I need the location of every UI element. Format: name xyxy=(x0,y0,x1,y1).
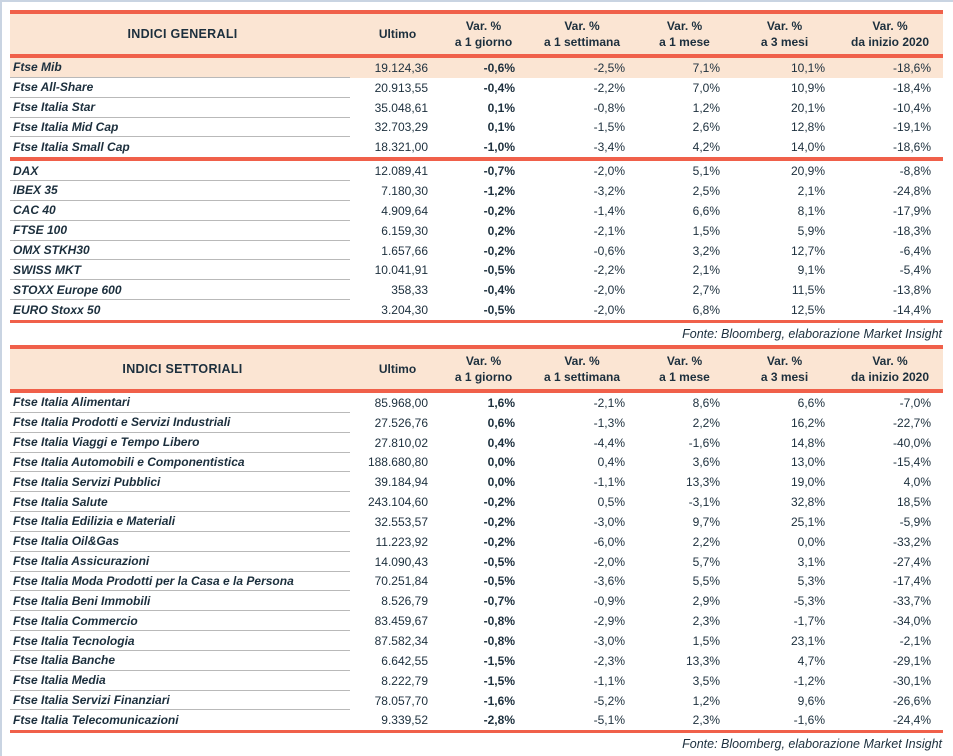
table-row xyxy=(10,611,943,631)
var-ytd-cell: -29,1% xyxy=(892,653,931,668)
var-3m-cell: 5,3% xyxy=(797,574,825,589)
index-name-cell: Ftse Italia Moda Prodotti per la Casa e la Persona xyxy=(10,572,350,592)
var-1w-cell: -3,2% xyxy=(593,183,625,198)
var-1d-cell: -0,7% xyxy=(483,164,515,179)
index-name-cell: Ftse Mib xyxy=(10,58,350,78)
var-1w-cell: -1,3% xyxy=(593,415,625,430)
var-1m-cell: 4,2% xyxy=(692,140,720,155)
var-ytd-cell: -17,9% xyxy=(892,203,931,218)
table-title: INDICI SETTORIALI xyxy=(122,361,243,376)
var-1w-cell: -3,0% xyxy=(593,634,625,649)
var-3m-cell: 9,1% xyxy=(797,263,825,278)
index-name-cell: Ftse Italia Oil&Gas xyxy=(10,532,350,552)
var-column-header xyxy=(440,18,527,50)
var-3m-cell: 23,1% xyxy=(790,634,825,649)
source-note: Fonte: Bloomberg, elaborazione Market Insight xyxy=(682,326,942,341)
var-1d-cell: -0,2% xyxy=(483,534,515,549)
ultimo-value-cell: 10.041,91 xyxy=(374,263,428,278)
var-1d-cell: -0,5% xyxy=(483,554,515,569)
var-1m-cell: 6,8% xyxy=(692,303,720,318)
index-name-cell: Ftse Italia Automobili e Componentistica xyxy=(10,453,350,473)
table-row xyxy=(10,78,943,98)
table-row xyxy=(10,181,943,201)
var-header-line1: Var. % xyxy=(872,353,908,368)
var-3m-cell: 16,2% xyxy=(790,415,825,430)
table-row xyxy=(10,492,943,512)
var-1w-cell: 0,5% xyxy=(597,495,625,510)
var-header-line1: Var. % xyxy=(666,19,703,33)
index-name-cell: Ftse Italia Small Cap xyxy=(13,140,130,155)
ultimo-value-cell: 83.459,67 xyxy=(374,614,428,629)
var-header-line2: a 1 giorno xyxy=(454,369,513,384)
ultimo-value-cell: 19.124,36 xyxy=(374,60,428,75)
var-column-header xyxy=(440,353,527,385)
var-1m-cell: 2,9% xyxy=(692,594,720,609)
index-name-cell: Ftse Italia Servizi Pubblici xyxy=(10,472,350,492)
var-ytd-cell: -19,1% xyxy=(892,120,931,135)
var-ytd-cell: -17,4% xyxy=(892,574,931,589)
var-1m-cell: 13,3% xyxy=(685,653,720,668)
var-1w-cell: -2,2% xyxy=(593,80,625,95)
var-3m-cell: 12,8% xyxy=(790,120,825,135)
var-1d-cell: -1,5% xyxy=(483,673,515,688)
index-name-cell: DAX xyxy=(10,161,350,181)
ultimo-value-cell: 8.222,79 xyxy=(381,673,428,688)
var-1m-cell: -3,1% xyxy=(688,495,720,510)
var-1d-cell: -1,6% xyxy=(483,693,515,708)
index-name-cell: Ftse Italia Prodotti e Servizi Industriali xyxy=(10,413,350,433)
var-ytd-cell: -30,1% xyxy=(892,673,931,688)
var-1d-cell: 0,1% xyxy=(487,120,515,135)
var-ytd-cell: -15,4% xyxy=(892,455,931,470)
var-1d-cell: 1,6% xyxy=(487,395,515,410)
table-row xyxy=(10,532,943,552)
var-ytd-cell: -27,4% xyxy=(892,554,931,569)
column-header-row xyxy=(10,14,943,54)
var-1w-cell: -2,5% xyxy=(593,60,625,75)
index-name-cell: Ftse Italia Banche xyxy=(10,651,350,671)
var-1w-cell: -2,0% xyxy=(593,283,625,298)
var-ytd-cell: -13,8% xyxy=(892,283,931,298)
var-3m-cell: 19,0% xyxy=(790,475,825,490)
var-1m-cell: 1,5% xyxy=(692,223,720,238)
table-row xyxy=(10,671,943,691)
var-3m-cell: 12,7% xyxy=(790,243,825,258)
var-header-line1: Var. % xyxy=(564,353,600,368)
var-1m-cell: 13,3% xyxy=(685,475,720,490)
var-1d-cell: 0,0% xyxy=(487,475,515,490)
table-row xyxy=(10,433,943,453)
var-1m-cell: 7,1% xyxy=(692,60,720,75)
ultimo-value-cell: 27.810,02 xyxy=(374,435,428,450)
var-1w-cell: -2,9% xyxy=(593,614,625,629)
index-name-cell: Ftse Italia Mid Cap xyxy=(10,118,350,138)
var-1d-cell: -0,6% xyxy=(483,60,515,75)
var-ytd-cell: -18,4% xyxy=(892,80,931,95)
var-ytd-cell: -34,0% xyxy=(892,614,931,629)
var-1d-cell: -0,4% xyxy=(483,283,515,298)
var-3m-cell: 8,1% xyxy=(797,203,825,218)
var-1m-cell: 5,7% xyxy=(692,554,720,569)
table-row xyxy=(10,472,943,492)
var-1w-cell: -5,1% xyxy=(593,713,625,728)
table-row xyxy=(10,300,943,320)
var-1d-cell: -0,5% xyxy=(483,263,515,278)
var-1w-cell: -1,5% xyxy=(593,120,625,135)
var-1m-cell: 9,7% xyxy=(692,514,720,529)
var-header-line1: Var. % xyxy=(766,353,803,368)
table-row xyxy=(10,221,943,241)
index-name-cell: SWISS MKT xyxy=(10,260,350,280)
var-ytd-cell: -18,3% xyxy=(892,223,931,238)
ultimo-value-cell: 12.089,41 xyxy=(374,164,428,179)
var-1d-cell: -0,2% xyxy=(483,203,515,218)
var-1w-cell: -3,0% xyxy=(593,514,625,529)
index-name-cell: Ftse Italia Viaggi e Tempo Libero xyxy=(10,433,350,453)
var-header-line2: da inizio 2020 xyxy=(850,35,930,49)
var-header-line1: Var. % xyxy=(564,19,600,33)
ultimo-value-cell: 87.582,34 xyxy=(374,634,428,649)
var-3m-cell: 0,0% xyxy=(797,534,825,549)
var-ytd-cell: -26,6% xyxy=(892,693,931,708)
var-1w-cell: -2,0% xyxy=(593,164,625,179)
var-header-line2: a 1 mese xyxy=(659,35,710,49)
var-1m-cell: 2,2% xyxy=(692,415,720,430)
ultimo-value-cell: 243.104,60 xyxy=(367,495,428,510)
var-column-header xyxy=(837,353,943,385)
var-1m-cell: 1,2% xyxy=(692,100,720,115)
index-name-cell: Ftse Italia Media xyxy=(10,671,350,691)
var-3m-cell: 6,6% xyxy=(797,395,825,410)
var-1d-cell: -2,8% xyxy=(483,713,515,728)
index-name-cell: EURO Stoxx 50 xyxy=(13,303,101,318)
table-row xyxy=(10,572,943,592)
var-3m-cell: -1,7% xyxy=(793,614,825,629)
var-1w-cell: -2,3% xyxy=(593,653,625,668)
var-3m-cell: 14,0% xyxy=(790,140,825,155)
index-name-cell: CAC 40 xyxy=(10,201,350,221)
table-row xyxy=(10,137,943,157)
var-3m-cell: 10,9% xyxy=(790,80,825,95)
index-name-cell: Ftse Italia Salute xyxy=(10,492,350,512)
var-3m-cell: 32,8% xyxy=(790,495,825,510)
var-ytd-cell: 4,0% xyxy=(903,475,931,490)
var-1m-cell: 2,3% xyxy=(692,713,720,728)
ultimo-value-cell: 4.909,64 xyxy=(381,203,428,218)
var-1d-cell: -0,8% xyxy=(483,614,515,629)
var-1w-cell: -2,0% xyxy=(593,303,625,318)
index-name-cell: Ftse Italia Edilizia e Materiali xyxy=(10,512,350,532)
var-3m-cell: 2,1% xyxy=(797,183,825,198)
var-ytd-cell: -2,1% xyxy=(899,634,931,649)
var-3m-cell: 20,9% xyxy=(790,164,825,179)
var-1m-cell: 1,2% xyxy=(692,693,720,708)
index-name-cell: Ftse Italia Assicurazioni xyxy=(10,552,350,572)
var-1w-cell: -4,4% xyxy=(593,435,625,450)
var-column-header xyxy=(637,353,732,385)
var-1w-cell: -6,0% xyxy=(593,534,625,549)
var-1d-cell: 0,0% xyxy=(487,455,515,470)
indici-settoriali-table xyxy=(10,345,943,733)
var-1m-cell: 3,5% xyxy=(692,673,720,688)
index-name-cell: Ftse All-Share xyxy=(10,78,350,98)
table-row xyxy=(10,161,943,181)
var-1d-cell: -0,5% xyxy=(483,303,515,318)
ultimo-value-cell: 14.090,43 xyxy=(374,554,428,569)
var-ytd-cell: -14,4% xyxy=(892,303,931,318)
table-row xyxy=(10,651,943,671)
index-column-header xyxy=(10,361,355,377)
var-1w-cell: -2,1% xyxy=(593,395,625,410)
ultimo-value-cell: 6.159,30 xyxy=(381,223,428,238)
table-row xyxy=(10,241,943,261)
ultimo-value-cell: 9.339,52 xyxy=(381,713,428,728)
var-ytd-cell: -33,7% xyxy=(892,594,931,609)
var-1w-cell: -2,0% xyxy=(593,554,625,569)
var-1m-cell: 3,2% xyxy=(692,243,720,258)
table-row xyxy=(10,413,943,433)
index-name-cell: Ftse Italia Alimentari xyxy=(10,393,350,413)
index-column-header xyxy=(10,26,355,42)
ultimo-value-cell: 188.680,80 xyxy=(367,455,428,470)
var-header-line2: a 1 settimana xyxy=(543,35,621,49)
indici-generali-table xyxy=(10,10,943,323)
var-header-line2: a 1 settimana xyxy=(543,369,621,384)
ultimo-value-cell: 1.657,66 xyxy=(381,243,428,258)
var-1w-cell: -5,2% xyxy=(593,693,625,708)
var-3m-cell: 11,5% xyxy=(791,283,825,298)
ultimo-value-cell: 18.321,00 xyxy=(374,140,428,155)
ultimo-value-cell: 11.223,92 xyxy=(375,534,428,549)
var-1w-cell: -1,1% xyxy=(593,673,625,688)
var-ytd-cell: -8,8% xyxy=(899,164,931,179)
ultimo-value-cell: 78.057,70 xyxy=(374,693,428,708)
var-ytd-cell: -6,4% xyxy=(899,243,931,258)
var-header-line1: Var. % xyxy=(465,353,502,368)
var-ytd-cell: 18,5% xyxy=(896,495,931,510)
table-row xyxy=(10,260,943,280)
ultimo-value-cell: 6.642,55 xyxy=(381,653,428,668)
var-1d-cell: -0,8% xyxy=(483,634,515,649)
index-name-cell: Ftse Italia Servizi Finanziari xyxy=(10,691,350,711)
var-1m-cell: 5,1% xyxy=(692,164,720,179)
var-ytd-cell: -33,2% xyxy=(892,534,931,549)
ultimo-value-cell: 358,33 xyxy=(391,283,428,298)
var-header-line1: Var. % xyxy=(666,353,703,368)
var-1d-cell: -1,0% xyxy=(483,140,515,155)
index-name-cell: Ftse Italia Telecomunicazioni xyxy=(13,713,179,728)
table-row xyxy=(10,201,943,221)
var-1m-cell: 8,6% xyxy=(692,395,720,410)
var-3m-cell: -5,3% xyxy=(793,594,825,609)
var-ytd-cell: -18,6% xyxy=(892,60,931,75)
table-row xyxy=(10,691,943,711)
ultimo-value-cell: 39.184,94 xyxy=(374,475,428,490)
var-3m-cell: 10,1% xyxy=(790,60,825,75)
var-1d-cell: -1,2% xyxy=(483,183,515,198)
var-3m-cell: 3,1% xyxy=(797,554,825,569)
var-1w-cell: -3,4% xyxy=(593,140,625,155)
var-ytd-cell: -10,4% xyxy=(892,100,931,115)
var-1d-cell: 0,4% xyxy=(487,435,515,450)
table-row xyxy=(10,591,943,611)
index-name-cell: STOXX Europe 600 xyxy=(10,280,350,300)
var-1m-cell: 2,3% xyxy=(692,614,720,629)
var-header-line1: Var. % xyxy=(465,19,502,33)
var-1m-cell: 2,5% xyxy=(692,183,720,198)
var-1w-cell: -1,4% xyxy=(593,203,625,218)
ultimo-value-cell: 7.180,30 xyxy=(381,183,428,198)
var-3m-cell: 13,0% xyxy=(790,455,825,470)
index-name-cell: Ftse Italia Star xyxy=(10,98,350,118)
var-header-line2: a 1 mese xyxy=(659,369,710,384)
table-row xyxy=(10,98,943,118)
ultimo-value-cell: 8.526,79 xyxy=(381,594,428,609)
ultimo-value-cell: 32.553,57 xyxy=(374,514,428,529)
ultimo-value-cell: 27.526,76 xyxy=(374,415,428,430)
var-ytd-cell: -24,4% xyxy=(892,713,931,728)
var-1m-cell: 5,5% xyxy=(692,574,720,589)
var-1m-cell: 2,7% xyxy=(692,283,720,298)
var-column-header xyxy=(732,353,837,385)
ultimo-column-header: Ultimo xyxy=(378,361,417,376)
table-row xyxy=(10,280,943,300)
table-row xyxy=(10,453,943,473)
column-header-row xyxy=(10,349,943,389)
table-row xyxy=(10,118,943,138)
var-column-header xyxy=(527,353,637,385)
var-1w-cell: -3,6% xyxy=(593,574,625,589)
var-ytd-cell: -5,4% xyxy=(899,263,931,278)
var-1w-cell: -0,8% xyxy=(593,100,625,115)
table-title: INDICI GENERALI xyxy=(127,27,238,41)
var-3m-cell: 9,6% xyxy=(797,693,825,708)
var-1d-cell: 0,1% xyxy=(487,100,515,115)
table-row xyxy=(10,710,943,730)
index-name-cell: OMX STKH30 xyxy=(10,241,350,261)
table-row xyxy=(10,58,943,78)
source-note: Fonte: Bloomberg, elaborazione Market Insight xyxy=(682,737,942,752)
ultimo-value-cell: 32.703,29 xyxy=(374,120,428,135)
var-ytd-cell: -40,0% xyxy=(892,435,931,450)
table-row xyxy=(10,512,943,532)
var-1m-cell: 1,5% xyxy=(692,634,720,649)
index-name-cell: IBEX 35 xyxy=(10,181,350,201)
var-1w-cell: -1,1% xyxy=(593,475,625,490)
var-ytd-cell: -22,7% xyxy=(892,415,931,430)
index-name-cell: Ftse Italia Tecnologia xyxy=(10,631,350,651)
var-1m-cell: 3,6% xyxy=(692,455,720,470)
var-1d-cell: 0,6% xyxy=(487,415,515,430)
index-name-cell: FTSE 100 xyxy=(10,221,350,241)
var-1w-cell: 0,4% xyxy=(597,455,625,470)
ultimo-column-header: Ultimo xyxy=(378,27,417,41)
index-name-cell: Ftse Italia Beni Immobili xyxy=(10,591,350,611)
var-3m-cell: 5,9% xyxy=(797,223,825,238)
var-header-line1: Var. % xyxy=(766,19,803,33)
var-column-header xyxy=(527,18,637,50)
ultimo-value-cell: 35.048,61 xyxy=(374,100,428,115)
var-1w-cell: -0,6% xyxy=(593,243,625,258)
var-header-line2: a 1 giorno xyxy=(454,35,513,49)
var-ytd-cell: -5,9% xyxy=(899,514,931,529)
var-ytd-cell: -24,8% xyxy=(892,183,931,198)
var-header-line1: Var. % xyxy=(872,19,908,33)
var-1d-cell: 0,2% xyxy=(487,223,515,238)
var-3m-cell: 14,8% xyxy=(790,435,825,450)
var-header-line2: a 3 mesi xyxy=(760,369,809,384)
var-ytd-cell: -7,0% xyxy=(899,395,931,410)
var-1d-cell: -0,2% xyxy=(483,495,515,510)
var-1m-cell: 7,0% xyxy=(692,80,720,95)
var-1d-cell: -0,4% xyxy=(483,80,515,95)
var-1m-cell: 6,6% xyxy=(692,203,720,218)
var-3m-cell: -1,6% xyxy=(793,713,825,728)
table-row xyxy=(10,393,943,413)
var-column-header xyxy=(837,18,943,50)
var-ytd-cell: -18,6% xyxy=(892,140,931,155)
var-1w-cell: -2,2% xyxy=(593,263,625,278)
var-1d-cell: -0,7% xyxy=(483,594,515,609)
ultimo-value-cell: 85.968,00 xyxy=(374,395,428,410)
table-row xyxy=(10,552,943,572)
var-1m-cell: -1,6% xyxy=(688,435,720,450)
ultimo-value-cell: 70.251,84 xyxy=(374,574,428,589)
var-1m-cell: 2,1% xyxy=(692,263,720,278)
var-1m-cell: 2,2% xyxy=(692,534,720,549)
var-column-header xyxy=(637,18,732,50)
var-3m-cell: 4,7% xyxy=(797,653,825,668)
ultimo-value-cell: 20.913,55 xyxy=(374,80,428,95)
var-1w-cell: -0,9% xyxy=(593,594,625,609)
var-3m-cell: 12,5% xyxy=(790,303,825,318)
var-3m-cell: 25,1% xyxy=(790,514,825,529)
var-header-line2: a 3 mesi xyxy=(760,35,809,49)
var-1d-cell: -0,5% xyxy=(483,574,515,589)
var-1d-cell: -0,2% xyxy=(483,243,515,258)
var-header-line2: da inizio 2020 xyxy=(850,369,930,384)
table-row xyxy=(10,631,943,651)
var-1m-cell: 2,6% xyxy=(692,120,720,135)
var-1d-cell: -0,2% xyxy=(483,514,515,529)
var-3m-cell: 20,1% xyxy=(790,100,825,115)
var-1d-cell: -1,5% xyxy=(483,653,515,668)
index-name-cell: Ftse Italia Commercio xyxy=(10,611,350,631)
var-1w-cell: -2,1% xyxy=(593,223,625,238)
var-column-header xyxy=(732,18,837,50)
var-3m-cell: -1,2% xyxy=(793,673,825,688)
ultimo-value-cell: 3.204,30 xyxy=(381,303,428,318)
